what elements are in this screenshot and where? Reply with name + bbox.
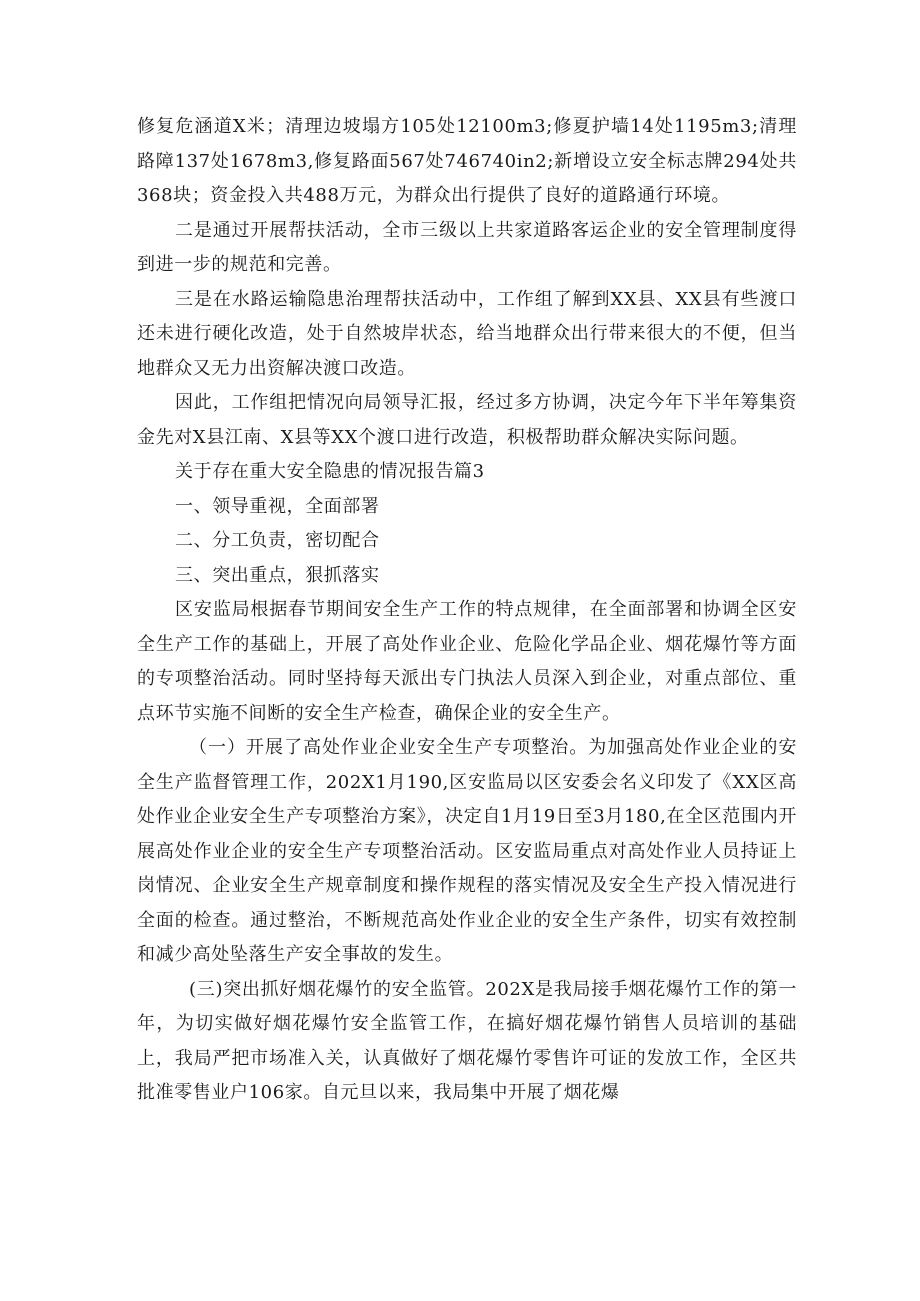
section-heading-2: 二、分工负责，密切配合 xyxy=(175,530,380,551)
paragraph-waterway-hazards: 三是在水路运输隐患治理帮扶活动中，工作组了解到XX县、XX县有些渡口还未进行硬化改造，处于自然坡岸状态，给当地群众出行带来很大的不便，但当地群众又无力出资解决渡口改造。 xyxy=(137,288,797,379)
report-title: 关于存在重大安全隐患的情况报告篇3 xyxy=(175,461,485,482)
paragraph-assistance-activity: 二是通过开展帮扶活动，全市三级以上共家道路客运企业的安全管理制度得到进一步的规范和完善。 xyxy=(137,219,797,275)
paragraph-ferry-renovation: 因此，工作组把情况向局领导汇报，经过多方协调，决定今年下半年筹集资金先对X县江南、X县等XX个渡口进行改造，积极帮助群众解决实际问题。 xyxy=(137,392,797,448)
section-heading-3: 三、突出重点，狠抓落实 xyxy=(175,564,380,586)
paragraph-high-altitude-rectification: （一）开展了高处作业企业安全生产专项整治。为加强高处作业企业的安全生产监督管理工作，202X1月190,区安监局以区安委会名义印发了《XX区高处作业企业安全生产专项整治方案》，决定自1月19日至3月180,在全区范围内开展高处作业企业的安全生产专项整治活动。区安监局重点对高处作业人员持证上岗情况、企业安全生产规章制度和操作规程的落实情况及安全生产投入情况进行全面的检查。通过整治，不断规范高处作业企业的安全生产条件，切实有效控制和减少高处坠落生产安全事故的发生。 xyxy=(137,737,797,965)
paragraph-fireworks-supervision: (三)突出抓好烟花爆竹的安全监管。202X是我局接手烟花爆竹工作的第一年，为切实做好烟花爆竹安全监管工作，在搞好烟花爆竹销售人员培训的基础上，我局严把市场准入关，认真做好了烟花爆竹零售许可证的发放工作，全区共批准零售业户106家。自元旦以来，我局集中开展了烟花爆 xyxy=(137,978,797,1103)
document-body xyxy=(137,110,797,1111)
paragraph-road-repair-figures: 修复危涵道X米；清理边坡塌方105处12100m3;修夏护墙14处1195m3;清理路障137处1678m3,修复路面567处746740in2;新增设立安全标志牌294处共368块；资金投入共488万元，为群众出行提供了良好的道路通行环境。 xyxy=(137,116,797,206)
section-heading-1: 一、领导重视，全面部署 xyxy=(175,495,380,517)
paragraph-spring-festival-safety: 区安监局根据春节期间安全生产工作的特点规律，在全面部署和协调全区安全生产工作的基础上，开展了高处作业企业、危险化学品企业、烟花爆竹等方面的专项整治活动。同时坚持每天派出专门执法人员深入到企业，对重点部位、重点环节实施不间断的安全生产检查，确保企业的安全生产。 xyxy=(137,599,797,724)
